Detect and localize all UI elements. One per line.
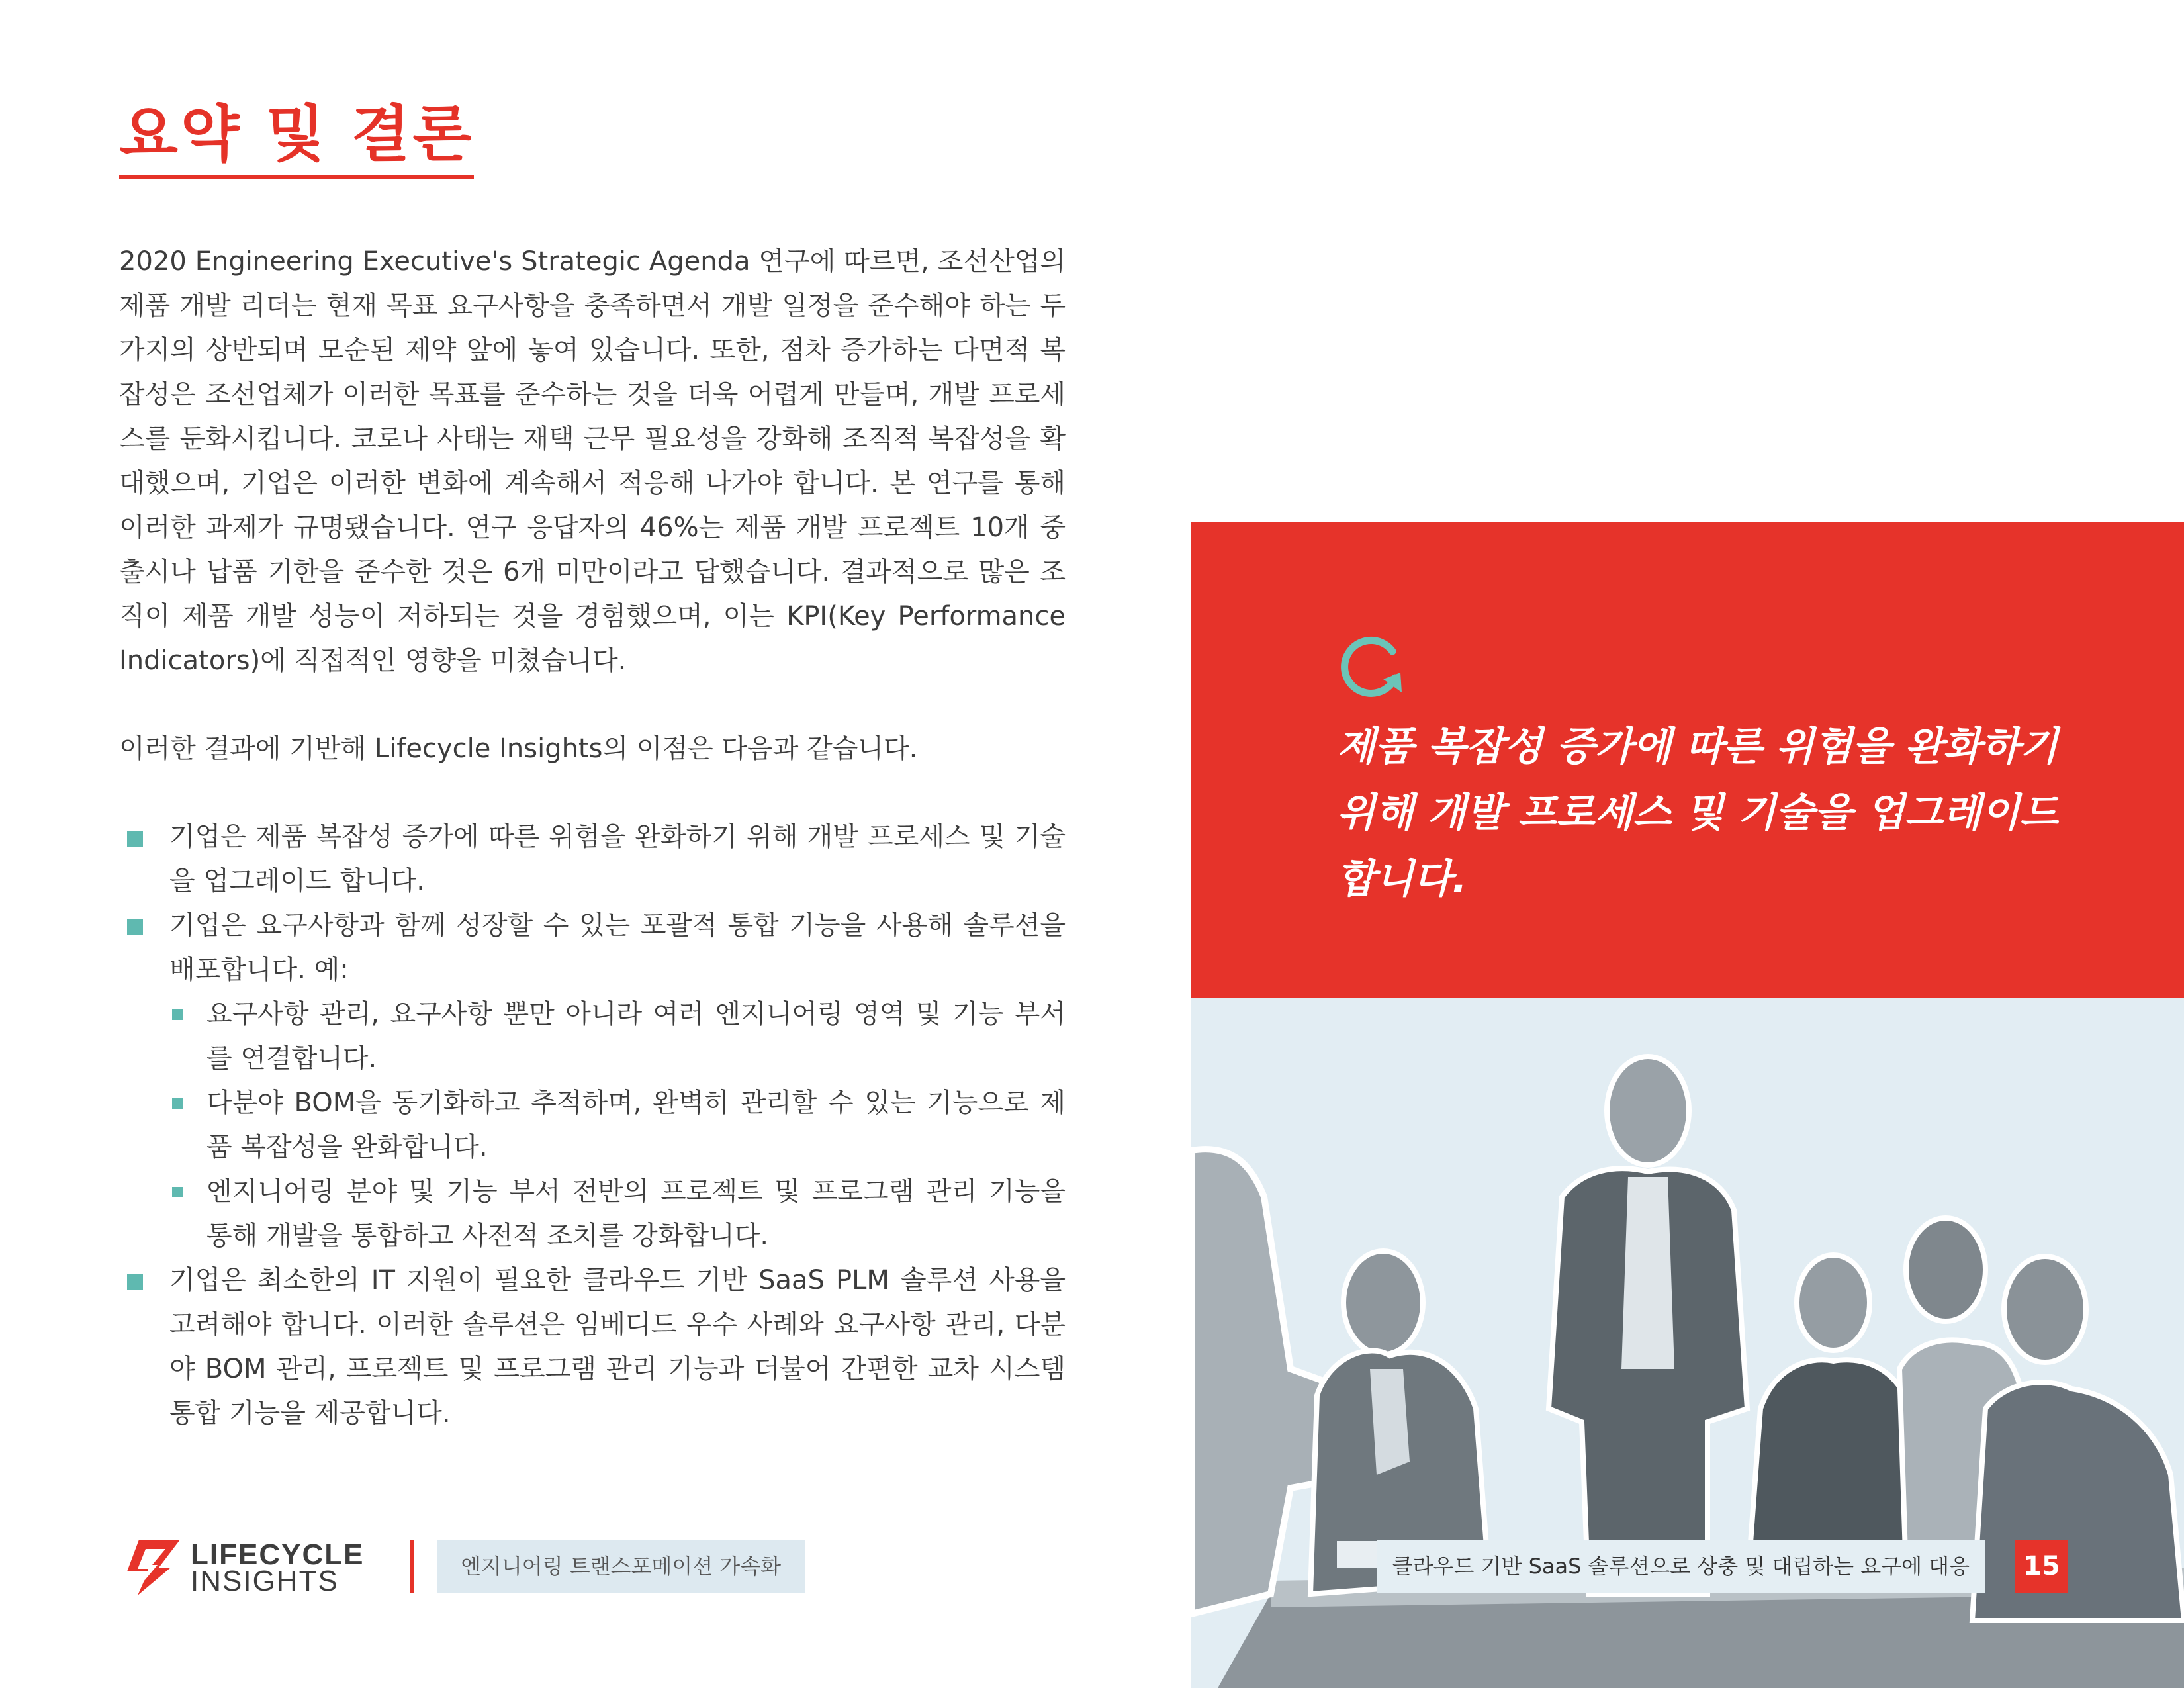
list-item <box>119 904 1066 1258</box>
benefits-lead: 이러한 결과에 기반해 Lifecycle Insights의 이점은 다음과 같습니다. <box>119 733 918 764</box>
list-item <box>119 815 1066 904</box>
bullet-square-icon <box>172 1187 183 1197</box>
sub-list-item <box>169 992 1066 1081</box>
sub-list-item-text: 엔지니어링 분야 및 기능 부서 전반의 프로젝트 및 프로그램 관리 기능을 통해 개발을 통합하고 사전적 조치를 강화합니다. <box>206 1176 1066 1251</box>
footer-right <box>1191 1537 2184 1597</box>
logo-text-line1: LIFECYCLE <box>191 1538 365 1571</box>
logo-mark-icon <box>119 1537 185 1597</box>
bullet-square-icon <box>127 831 143 847</box>
intro-paragraph: 2020 Engineering Executive's Strategic Agenda 연구에 따르면, 조선산업의 제품 개발 리더는 현재 목표 요구사항을 충족하면서 개발 일정을 준수해야 하는 두 가지의 상반되며 모순된 제약 앞에 놓여 있습니다. 또한, 점차 증가하는 다면적 복잡성은 조선업체가 이러한 목표를 준수하는 것을 더욱 어렵게 만들며, 개발 프로세스를 둔화시킵니다. 코로나 사태는 재택 근무 필요성을 강화해 조직적 복잡성을 확대했으며, 기업은 이러한 변화에 계속해서 적응해 나가야 합니다. 본 연구를 통해 이러한 과제가 규명됐습니다. 연구 응답자의 46%는 제품 개발 프로젝트 10개 중 출시나 납품 기한을 준수한 것은 6개 미만이라고 답했습니다. 결과적으로 많은 조직이 제품 개발 성능이 저하되는 것을 경험했으며, 이는 KPI(Key Performance Indicators)에 직접적인 영향을 미쳤습니다. <box>119 246 1066 676</box>
right-panel <box>1191 522 2184 1688</box>
body-column <box>119 240 1066 1436</box>
list-item-text: 기업은 요구사항과 함께 성장할 수 있는 포괄적 통합 기능을 사용해 솔루션을 배포합니다. 예: <box>169 910 1066 985</box>
quote-block <box>1191 522 2184 998</box>
list-item <box>119 1258 1066 1436</box>
footer-tag: 엔지니어링 트랜스포메이션 가속화 <box>437 1540 805 1593</box>
footer-left <box>119 1537 1112 1597</box>
sub-list <box>169 992 1066 1258</box>
sub-list-item-text: 다분야 BOM을 동기화하고 추적하며, 완벽히 관리할 수 있는 기능으로 제품 복잡성을 완화합니다. <box>206 1088 1066 1162</box>
sub-list-item <box>169 1170 1066 1258</box>
pull-quote: 제품 복잡성 증가에 따른 위험을 완화하기 위해 개발 프로세스 및 기술을 업그레이드 합니다. <box>1337 724 2058 902</box>
page-number: 15 <box>2015 1540 2068 1593</box>
bullet-square-icon <box>172 1009 183 1020</box>
sub-list-item <box>169 1081 1066 1170</box>
bullet-square-icon <box>127 919 143 935</box>
company-logo <box>119 1537 397 1597</box>
list-item-text: 기업은 제품 복잡성 증가에 따른 위험을 완화하기 위해 개발 프로세스 및 기술을 업그레이드 합니다. <box>169 821 1066 896</box>
bullet-list <box>119 815 1066 1436</box>
report-title-label: 클라우드 기반 SaaS 솔루션으로 상충 및 대립하는 요구에 대응 <box>1377 1540 1985 1593</box>
bullet-square-icon <box>172 1098 183 1109</box>
footer-divider <box>410 1540 414 1593</box>
logo-text-line2: INSIGHTS <box>191 1565 339 1597</box>
list-item-text: 기업은 최소한의 IT 지원이 필요한 클라우드 기반 SaaS PLM 솔루션 사용을 고려해야 합니다. 이러한 솔루션은 임베디드 우수 사례와 요구사항 관리, 다분야 BOM 관리, 프로젝트 및 프로그램 관리 기능과 더불어 간편한 교차 시스템 통합 기능을 제공합니다. <box>169 1265 1066 1429</box>
bullet-square-icon <box>127 1274 143 1290</box>
cycle-arrow-icon <box>1337 632 1410 704</box>
sub-list-item-text: 요구사항 관리, 요구사항 뿐만 아니라 여러 엔지니어링 영역 및 기능 부서를 연결합니다. <box>206 999 1066 1074</box>
page-title: 요약 및 결론 <box>119 99 474 179</box>
